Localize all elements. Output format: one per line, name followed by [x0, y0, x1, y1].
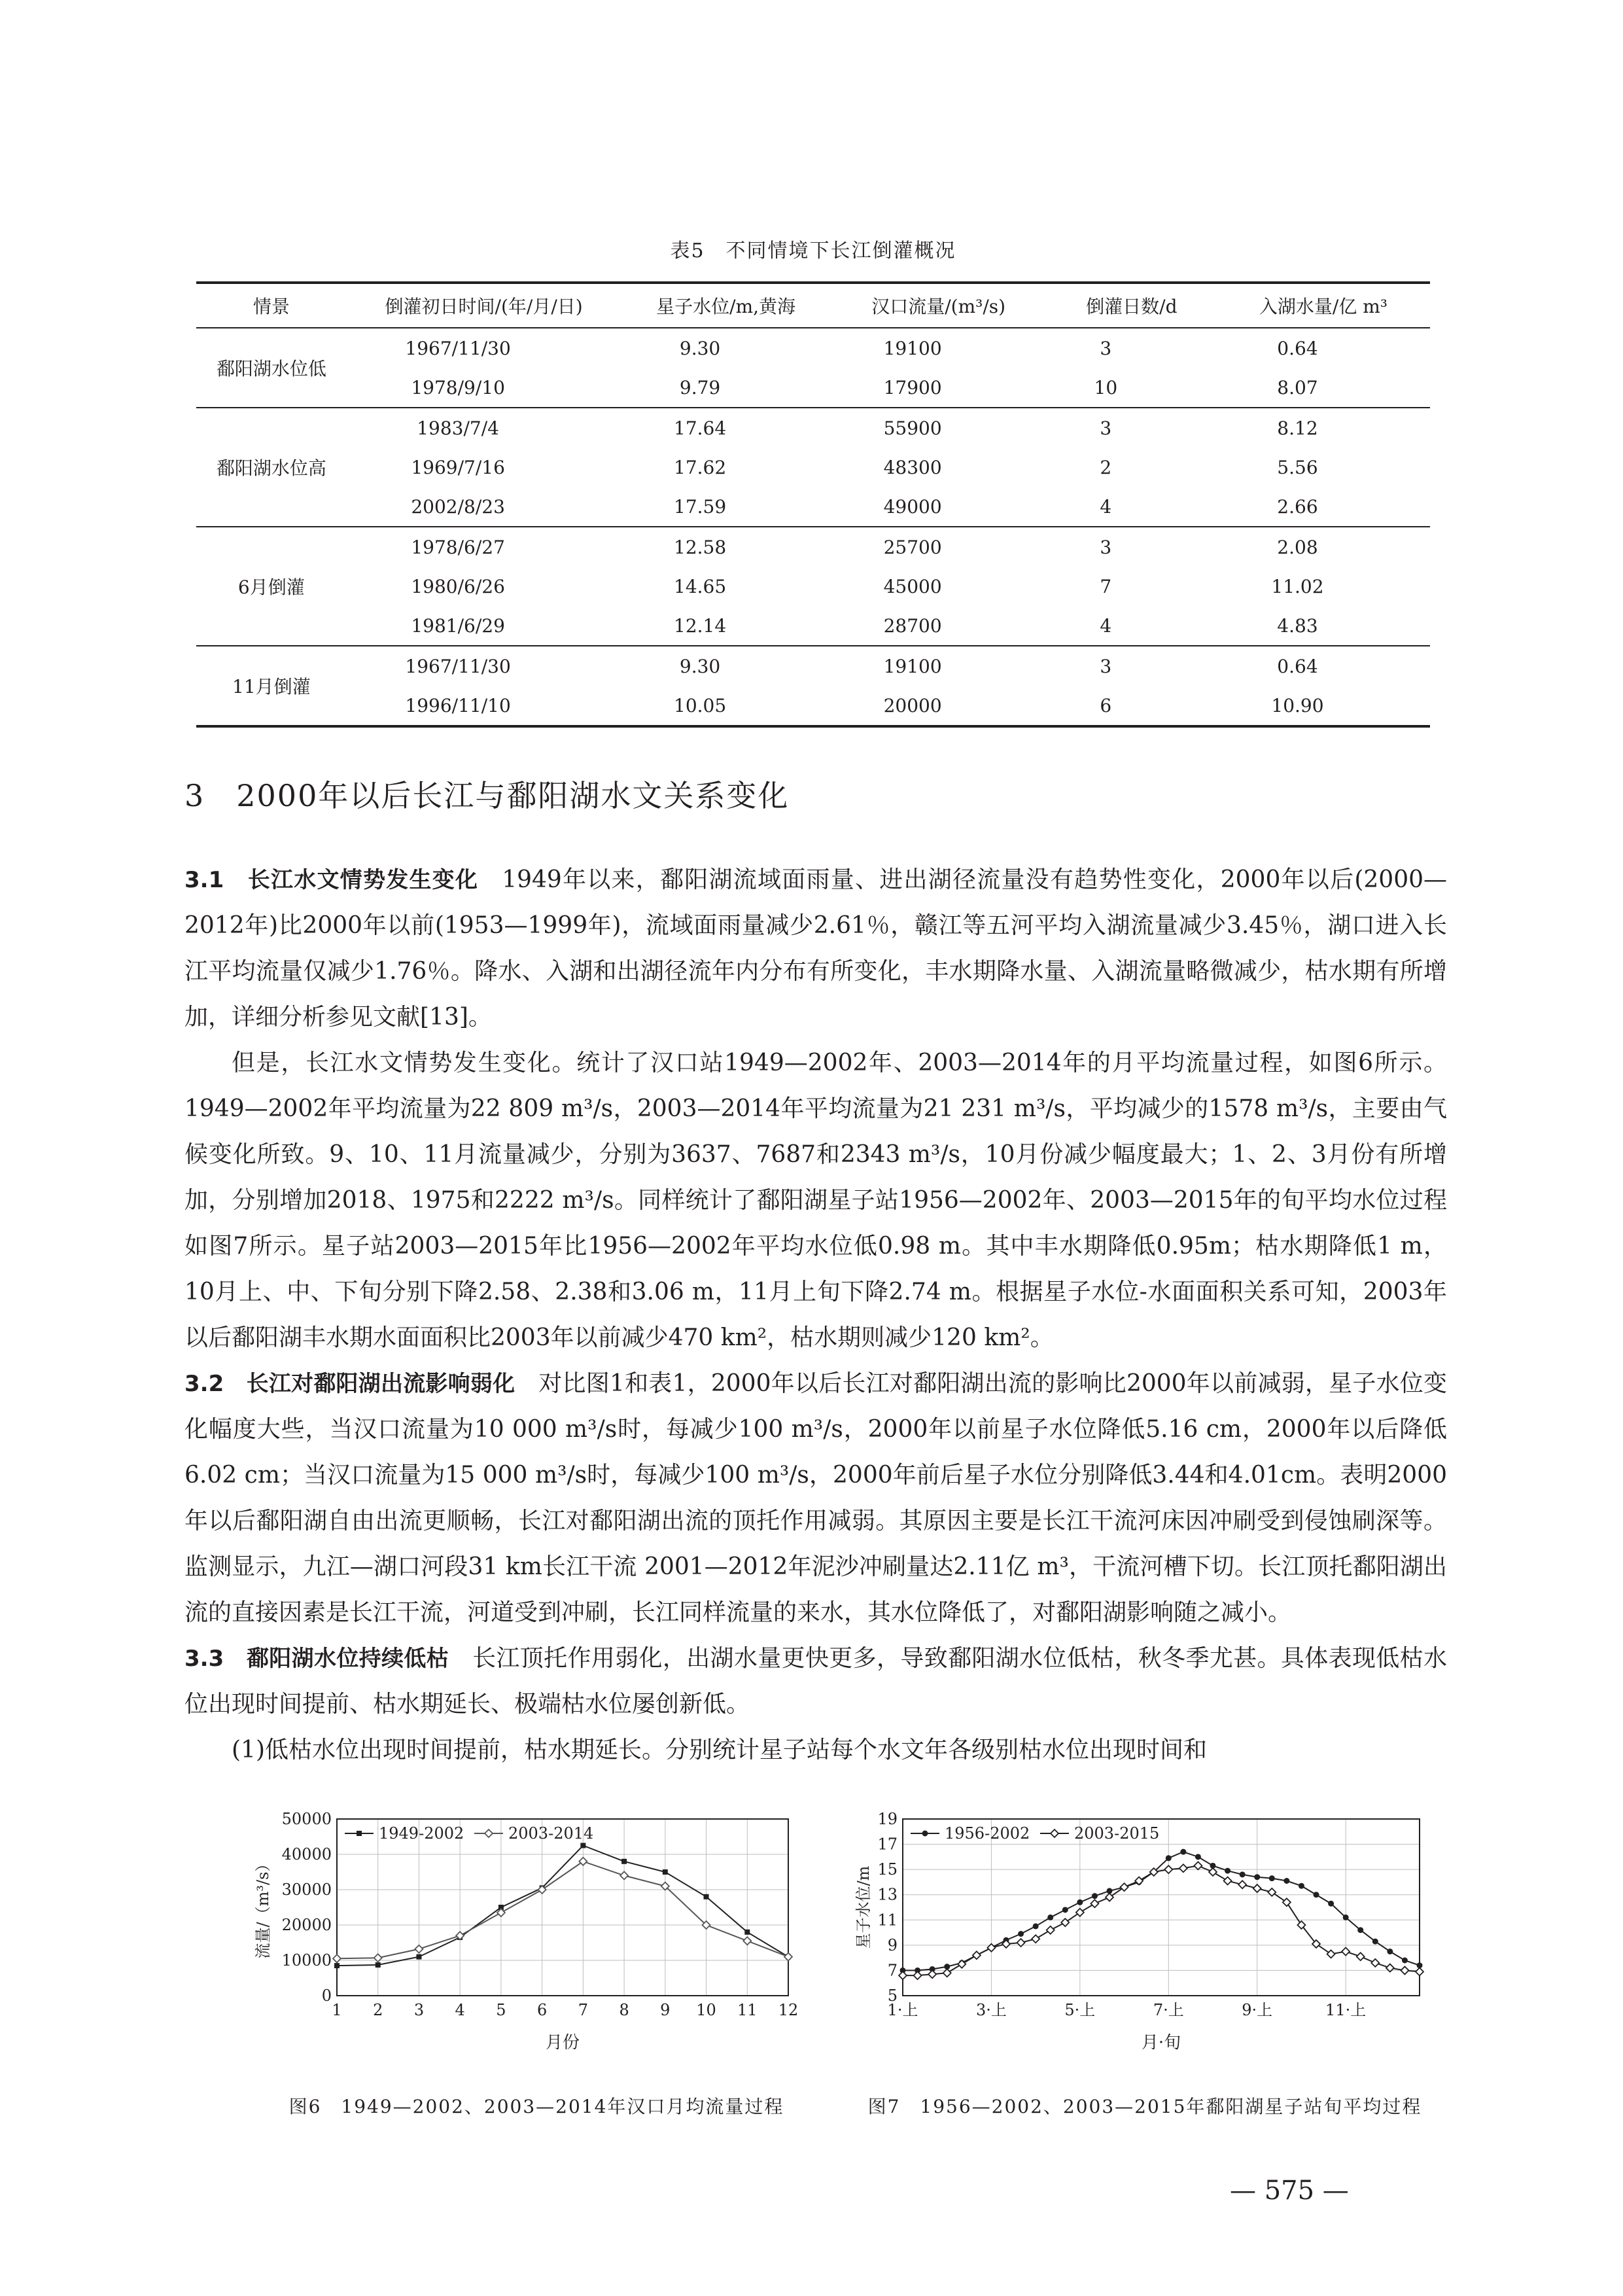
table-cell: 49000 — [883, 495, 942, 518]
table-cell: 9.30 — [679, 337, 721, 359]
x-axis-label: 月份 — [545, 2033, 580, 2053]
data-point — [1195, 1854, 1201, 1860]
data-point — [1194, 1862, 1202, 1869]
paragraph: 但是，长江水文情势发生变化。统计了汉口站1949—2002年、2003—2014年的月平均流量过程，如图6所示。1949—2002年平均流量为22 809 m³/s，2003—2014年平均流量为21 231 m³/s，平均减少的1578 m³/s，主要由气候变化所致。9、10、11月流量减少，分别为3637、7687和2343 m³/s，10月份减少幅度最大；1、2、3月份有所增加，分别增加2018、1975和2222 m³/s。同样统计了鄱阳湖星子站1956—2002年、2003—2015年的旬平均水位过程如图7所示。星子站2003—2015年比1956—2002年平均水位低0.98 m。其中丰水期降低0.95m；枯水期降低1 m，10月上、中、下旬分别下降2.58、2.38和3.06 m，11月上旬下降2.74 m。根据星子水位-水面面积关系可知，2003年以后鄱阳湖丰水期水面面积比2003年以前减少470 km²，枯水期则减少120 km²。 — [184, 1050, 1447, 1351]
table-row — [196, 328, 1430, 368]
x-tick-label: 5·上 — [1064, 2001, 1096, 2019]
table-cell: 2.66 — [1277, 495, 1318, 518]
paragraph-text: 对比图1和表1，2000年以后长江对鄱阳湖出流的影响比2000年以前减弱，星子水位变化幅度大些，当汉口流量为10 000 m³/s时，每减少100 m³/s，2000年以前星子水位降低5.16 cm，2000年以后降低6.02 cm；当汉口流量为15 000 m³/s时，每减少100 m³/s，2000年前后星子水位分别降低3.44和4.01cm。表明2000年以后鄱阳湖自由出流更顺畅，长江对鄱阳湖出流的顶托作用减弱。其原因主要是长江干流河床因冲刷受到侵蚀刷深等。监测显示，九江—湖口河段31 km长江干流 2001—2012年泥沙冲刷量达2.11亿 m³，干流河槽下切。长江顶托鄱阳湖出流的直接因素是长江干流，河道受到冲刷，长江同样流量的来水，其水位降低了，对鄱阳湖影响随之减小。 — [184, 1370, 1447, 1626]
table-cell: 1980/6/26 — [411, 575, 505, 597]
series-line — [903, 1865, 1420, 1975]
data-point — [621, 1859, 627, 1864]
x-tick-label: 10 — [696, 2001, 716, 2019]
table-cell: 14.65 — [674, 575, 727, 597]
x-tick-label: 3 — [413, 2001, 425, 2019]
data-point — [1164, 1865, 1172, 1873]
y-tick-label: 30000 — [281, 1881, 332, 1899]
data-point — [1283, 1878, 1289, 1884]
data-point — [1121, 1883, 1128, 1891]
section-title: 3 2000年以后长江与鄱阳湖水文关系变化 — [184, 778, 790, 813]
table-row — [196, 408, 1430, 448]
table-row — [196, 686, 1430, 726]
data-point — [538, 1886, 546, 1894]
data-point — [1076, 1909, 1084, 1916]
data-point — [743, 1937, 751, 1945]
x-tick-label: 6 — [536, 2001, 548, 2019]
y-tick-label: 19 — [877, 1812, 898, 1828]
y-tick-label: 11 — [877, 1911, 898, 1930]
subsection-heading: 3.1 长江水文情势发生变化 — [184, 867, 479, 893]
data-point — [899, 1971, 907, 1979]
data-point — [1283, 1898, 1291, 1906]
data-point — [1372, 1939, 1378, 1945]
x-tick-label: 11 — [737, 2001, 758, 2019]
x-tick-label: 9·上 — [1242, 2001, 1273, 2019]
series-line — [337, 1846, 788, 1966]
data-point — [1357, 1927, 1363, 1933]
table-row — [196, 448, 1430, 487]
table-cell: 48300 — [883, 456, 942, 478]
data-point — [1018, 1931, 1024, 1937]
data-point — [1032, 1935, 1039, 1943]
x-tick-label: 3·上 — [975, 2001, 1007, 2019]
data-point — [704, 1894, 709, 1899]
table-cell: 1969/7/16 — [411, 456, 505, 478]
x-tick-label: 8 — [619, 2001, 629, 2019]
x-tick-label: 9 — [660, 2001, 671, 2019]
table-cell: 20000 — [883, 694, 942, 716]
data-point — [1033, 1923, 1039, 1929]
table-cell: 19100 — [883, 337, 942, 359]
table-cell: 3 — [1100, 655, 1112, 677]
x-tick-label: 1·上 — [887, 2001, 918, 2019]
x-tick-label: 11·上 — [1325, 2001, 1367, 2019]
data-point — [784, 1953, 792, 1961]
data-point — [1077, 1899, 1083, 1905]
table-row — [196, 527, 1430, 567]
data-point — [1328, 1901, 1334, 1907]
paragraph-text: 长江顶托作用弱化，出湖水量更快更多，导致鄱阳湖水位低枯，秋冬季尤甚。具体表现低枯水位出现时间提前、枯水期延长、极端枯水位屡创新低。 — [184, 1645, 1447, 1718]
table-cell: 0.64 — [1277, 337, 1318, 359]
paragraph: (1)低枯水位出现时间提前，枯水期延长。分别统计星子站每个水文年各级别枯水位出现时间和 — [232, 1737, 1207, 1763]
data-point — [1299, 1883, 1304, 1889]
table-cell: 1978/6/27 — [411, 536, 505, 558]
data-point — [1253, 1884, 1261, 1892]
table-cell: 4 — [1100, 495, 1112, 518]
y-tick-label: 10000 — [281, 1951, 332, 1969]
table-cell: 1967/11/30 — [405, 337, 511, 359]
table-cell: 2 — [1100, 456, 1112, 478]
x-tick-label: 7·上 — [1153, 2001, 1184, 2019]
data-point — [1062, 1907, 1068, 1913]
legend-label: 2003-2014 — [508, 1824, 594, 1843]
data-point — [1179, 1864, 1187, 1872]
paragraph-text: 1949年以来，鄱阳湖流域面雨量、进出湖径流量没有趋势性变化，2000年以后(2000—2012年)比2000年以前(1953—1999年)，流域面雨量减少2.61％，赣江等五河平均入湖流量减少3.45％，湖口进入长江平均流量仅减少1.76％。降水、入湖和出湖径流年内分布有所变化，丰水期降水量、入湖流量略微减少，枯水期有所增加，详细分析参见文献[13]。 — [184, 866, 1447, 1031]
data-point — [1238, 1881, 1246, 1888]
figure-6-chart — [249, 1812, 824, 2074]
data-point — [1401, 1966, 1408, 1974]
figure-7-caption: 图7 1956—2002、2003—2015年鄱阳湖星子站旬平均过程 — [867, 2096, 1422, 2117]
x-tick-label: 2 — [373, 2001, 383, 2019]
table-cell: 8.12 — [1277, 417, 1318, 439]
table-cell: 8.07 — [1277, 376, 1318, 398]
table-cell: 1983/7/4 — [417, 417, 499, 439]
data-point — [1047, 1926, 1055, 1934]
y-axis-label: 流量/（m³/s） — [254, 1856, 272, 1959]
data-point — [744, 1930, 750, 1935]
table-cell: 5.56 — [1277, 456, 1318, 478]
table-cell: 9.30 — [679, 655, 721, 677]
data-point — [1166, 1855, 1172, 1861]
data-point — [1047, 1915, 1053, 1920]
table-cell: 7 — [1100, 575, 1112, 597]
x-tick-label: 7 — [578, 2001, 589, 2019]
table-cell: 11.02 — [1271, 575, 1324, 597]
legend-label: 1949-2002 — [379, 1824, 464, 1843]
legend-label: 1956-2002 — [945, 1824, 1030, 1843]
table-row — [196, 567, 1430, 606]
table-cell: 17.62 — [674, 456, 727, 478]
table-cell: 1996/11/10 — [405, 694, 511, 716]
data-point — [663, 1869, 668, 1875]
data-point — [1180, 1849, 1186, 1855]
page-number: — 575 — — [1230, 2176, 1349, 2206]
table-cell: 3 — [1100, 417, 1112, 439]
table-row — [196, 606, 1430, 646]
y-tick-label: 50000 — [281, 1812, 332, 1828]
table-cell: 1981/6/29 — [411, 614, 505, 637]
data-point — [1225, 1868, 1230, 1874]
data-point — [1240, 1871, 1246, 1877]
paragraph — [184, 1636, 1447, 1727]
y-tick-label: 5 — [887, 1987, 898, 2005]
x-tick-label: 1 — [332, 2001, 342, 2019]
scene-cell: 11月倒灌 — [232, 676, 311, 698]
data-point — [1314, 1892, 1319, 1898]
data-point — [334, 1963, 340, 1968]
data-point — [580, 1843, 585, 1848]
data-point — [1091, 1899, 1098, 1907]
data-point — [579, 1858, 587, 1865]
data-point — [1402, 1958, 1408, 1964]
column-header: 星子水位/m,黄海 — [656, 296, 796, 317]
table-caption: 表5 不同情境下长江倒灌概况 — [670, 239, 956, 262]
table-cell: 12.58 — [674, 536, 727, 558]
data-point — [1343, 1915, 1349, 1920]
x-tick-label: 12 — [778, 2001, 799, 2019]
x-axis-label: 月·旬 — [1141, 2033, 1181, 2053]
table-cell: 2002/8/23 — [411, 495, 505, 518]
table-cell: 17.59 — [674, 495, 727, 518]
x-tick-label: 5 — [496, 2001, 506, 2019]
data-point — [1387, 1949, 1393, 1954]
table-cell: 17900 — [883, 376, 942, 398]
y-tick-label: 17 — [877, 1835, 898, 1854]
table-group — [196, 328, 1430, 408]
table-cell: 17.64 — [674, 417, 727, 439]
body-text — [184, 857, 1447, 1773]
table-cell: 55900 — [883, 417, 942, 439]
table-cell: 10 — [1094, 376, 1118, 398]
table-group — [196, 646, 1430, 726]
data-table — [196, 281, 1430, 728]
table-cell: 4.83 — [1277, 614, 1318, 637]
table-cell: 6 — [1100, 694, 1112, 716]
table-cell: 12.14 — [674, 614, 727, 637]
table-row — [196, 487, 1430, 527]
paragraph — [184, 1361, 1447, 1636]
data-point — [357, 1831, 362, 1836]
data-point — [1269, 1875, 1275, 1881]
table-cell: 0.64 — [1277, 655, 1318, 677]
plot-frame — [337, 1819, 788, 1996]
table-cell: 10.90 — [1271, 694, 1324, 716]
y-tick-label: 20000 — [281, 1916, 332, 1934]
y-tick-label: 0 — [321, 1987, 332, 2005]
table-group — [196, 408, 1430, 527]
data-point — [1254, 1874, 1260, 1880]
scene-cell: 鄱阳湖水位高 — [216, 457, 326, 479]
data-point — [620, 1871, 628, 1879]
scene-cell: 鄱阳湖水位低 — [216, 358, 326, 380]
table-group — [196, 527, 1430, 646]
data-point — [1092, 1893, 1098, 1899]
data-point — [1051, 1829, 1058, 1837]
data-point — [1416, 1968, 1423, 1975]
y-tick-label: 7 — [887, 1961, 898, 1980]
figure-6-caption: 图6 1949—2002、2003—2014年汉口月均流量过程 — [288, 2096, 784, 2117]
table-cell: 3 — [1100, 536, 1112, 558]
data-point — [922, 1831, 928, 1837]
table-row — [196, 646, 1430, 686]
y-axis-label: 星子水位/m — [854, 1865, 873, 1949]
table-cell: 9.79 — [679, 376, 721, 398]
table-cell: 10.05 — [674, 694, 727, 716]
scene-cell: 6月倒灌 — [237, 576, 305, 598]
table-cell: 2.08 — [1277, 536, 1318, 558]
column-header: 汉口流量/(m³/s) — [871, 296, 1006, 317]
data-point — [415, 1945, 423, 1953]
y-tick-label: 15 — [877, 1860, 898, 1879]
column-header: 入湖水量/亿 m³ — [1259, 296, 1388, 317]
table-cell: 19100 — [883, 655, 942, 677]
subsection-heading: 3.3 鄱阳湖水位持续低枯 — [184, 1646, 449, 1672]
column-header: 倒灌初日时间/(年/月/日) — [385, 296, 583, 317]
table-cell: 1978/9/10 — [411, 376, 505, 398]
data-point — [1342, 1948, 1350, 1956]
subsection-heading: 3.2 长江对鄱阳湖出流影响弱化 — [184, 1371, 515, 1397]
paragraph — [184, 857, 1447, 1040]
data-point — [914, 1971, 922, 1979]
x-tick-label: 4 — [455, 2001, 465, 2019]
y-tick-label: 40000 — [281, 1845, 332, 1863]
data-point — [928, 1970, 936, 1978]
y-tick-label: 13 — [877, 1885, 898, 1904]
column-header: 情景 — [253, 296, 290, 317]
data-point — [333, 1954, 341, 1962]
series-line — [337, 1862, 788, 1959]
plot-frame — [903, 1819, 1420, 1996]
legend-label: 2003-2015 — [1074, 1824, 1160, 1843]
table-row — [196, 368, 1430, 408]
column-header: 倒灌日数/d — [1086, 296, 1178, 317]
data-point — [485, 1829, 493, 1837]
data-point — [1327, 1950, 1335, 1958]
data-point — [416, 1954, 421, 1960]
data-point — [1224, 1877, 1232, 1885]
table-cell: 3 — [1100, 337, 1112, 359]
table-cell: 28700 — [883, 614, 942, 637]
table-cell: 4 — [1100, 614, 1112, 637]
table-cell: 1967/11/30 — [405, 655, 511, 677]
data-point — [973, 1951, 981, 1959]
data-point — [1371, 1959, 1379, 1967]
table-cell: 45000 — [883, 575, 942, 597]
data-point — [375, 1962, 381, 1968]
data-point — [1357, 1952, 1365, 1960]
table-cell: 25700 — [883, 536, 942, 558]
y-tick-label: 9 — [887, 1935, 898, 1954]
figure-7-chart — [850, 1812, 1439, 2074]
